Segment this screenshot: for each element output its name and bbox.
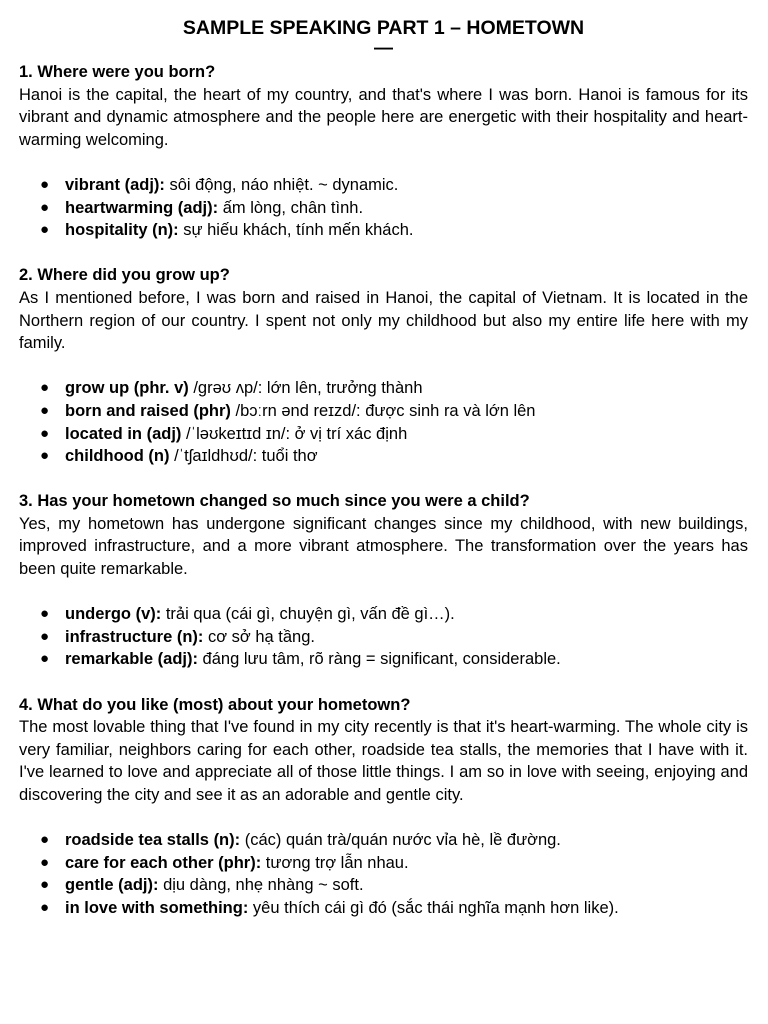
bullet-icon: ● (40, 898, 50, 916)
bullet-icon: ● (40, 424, 50, 442)
vocab-term: care for each other (phr): (65, 853, 262, 872)
question-3: 3. Has your hometown changed so much since you were a child? (19, 492, 530, 511)
vocab-term: located in (adj) (65, 424, 182, 443)
vocab-item (19, 603, 748, 626)
answer-4: The most lovable thing that I've found in my city recently is that it's heart-warming. The whole city is very familiar, neighbors caring for each other, roadside tea stalls, the memories that I have with it. I've learned to love and appreciate all of those little things. I am so in love with seeing, enjoying and discovering the city and see it as an adorable and gentle city. (19, 718, 748, 804)
vocab-item (19, 377, 748, 400)
section-1 (19, 61, 748, 242)
vocab-definition: /ɡrəʊ ʌp/: lớn lên, trưởng thành (188, 379, 423, 398)
bullet-icon: ● (40, 221, 50, 239)
vocab-term: undergo (v): (65, 605, 162, 624)
vocab-term: grow up (phr. v) (65, 379, 189, 398)
bullet-icon: ● (40, 175, 50, 193)
vocab-term: roadside tea stalls (n): (65, 831, 241, 850)
vocab-term: born and raised (phr) (65, 401, 231, 420)
vocab-definition: /ˈtʃaɪldhʊd/: tuổi thơ (169, 447, 318, 466)
bullet-icon: ● (40, 379, 50, 397)
vocab-term: childhood (n) (65, 447, 170, 466)
vocab-definition: ấm lòng, chân tình. (218, 198, 364, 217)
bullet-icon: ● (40, 401, 50, 419)
vocab-term: hospitality (n): (65, 221, 179, 240)
vocab-definition: cơ sở hạ tầng. (203, 627, 315, 646)
document-title: SAMPLE SPEAKING PART 1 – HOMETOWN (182, 17, 585, 39)
vocab-definition: sôi động, náo nhiệt. ~ dynamic. (164, 175, 399, 194)
bullet-icon: ● (40, 853, 50, 871)
vocab-item (19, 423, 748, 446)
vocab-definition: /bɔːrn ənd reɪzd/: được sinh ra và lớn lên (230, 401, 536, 420)
vocab-list-2 (19, 377, 748, 467)
vocab-item (19, 219, 748, 242)
section-3 (19, 490, 748, 671)
vocab-term: in love with something: (65, 898, 249, 917)
vocab-item (19, 445, 748, 468)
vocab-item (19, 874, 748, 897)
vocab-item (19, 648, 748, 671)
vocab-list-1 (19, 174, 748, 242)
vocab-definition: dịu dàng, nhẹ nhàng ~ soft. (158, 876, 364, 895)
vocab-term: gentle (adj): (65, 876, 159, 895)
vocab-term: vibrant (adj): (65, 175, 165, 194)
section-4 (19, 694, 748, 920)
vocab-list-4 (19, 829, 748, 919)
vocab-list-3 (19, 603, 748, 671)
question-4: 4. What do you like (most) about your hometown? (19, 695, 411, 714)
section-2 (19, 264, 748, 467)
bullet-icon: ● (40, 831, 50, 849)
vocab-item (19, 174, 748, 197)
answer-1: Hanoi is the capital, the heart of my country, and that's where I was born. Hanoi is famous for its vibrant and dynamic atmosphere and the people here are energetic with their hospitality and heart-warming welcoming. (19, 85, 748, 149)
vocab-term: remarkable (adj): (65, 650, 198, 669)
title-dash: — (374, 38, 393, 59)
bullet-icon: ● (40, 650, 50, 668)
vocab-term: heartwarming (adj): (65, 198, 219, 217)
vocab-item (19, 400, 748, 423)
vocab-definition: yêu thích cái gì đó (sắc thái nghĩa mạnh hơn like). (248, 898, 619, 917)
vocab-term: infrastructure (n): (65, 627, 204, 646)
vocab-item (19, 852, 748, 875)
vocab-definition: /ˈləʊkeɪtɪd ɪn/: ở vị trí xác định (181, 424, 408, 443)
vocab-definition: sự hiếu khách, tính mến khách. (178, 221, 414, 240)
bullet-icon: ● (40, 605, 50, 623)
vocab-item (19, 197, 748, 220)
bullet-icon: ● (40, 876, 50, 894)
question-1: 1. Where were you born? (19, 63, 216, 81)
vocab-item (19, 897, 748, 920)
bullet-icon: ● (40, 627, 50, 645)
answer-2: As I mentioned before, I was born and raised in Hanoi, the capital of Vietnam. It is located in the Northern region of our country. I spent not only my childhood but also my entire life here with my family. (19, 288, 748, 353)
vocab-definition: tương trợ lẫn nhau. (261, 853, 409, 872)
answer-3: Yes, my hometown has undergone significant changes since my childhood, with new buildings, improved infrastructure, and a more vibrant atmosphere. The transformation over the years has been quite remarkable. (19, 514, 748, 579)
vocab-definition: đáng lưu tâm, rõ ràng = significant, considerable. (197, 650, 561, 669)
question-2: 2. Where did you grow up? (19, 266, 230, 285)
bullet-icon: ● (40, 447, 50, 465)
vocab-definition: (các) quán trà/quán nước vỉa hè, lề đường. (240, 831, 561, 850)
bullet-icon: ● (40, 198, 50, 216)
vocab-item (19, 829, 748, 852)
vocab-item (19, 626, 748, 649)
vocab-definition: trải qua (cái gì, chuyện gì, vấn đề gì…). (161, 605, 455, 624)
